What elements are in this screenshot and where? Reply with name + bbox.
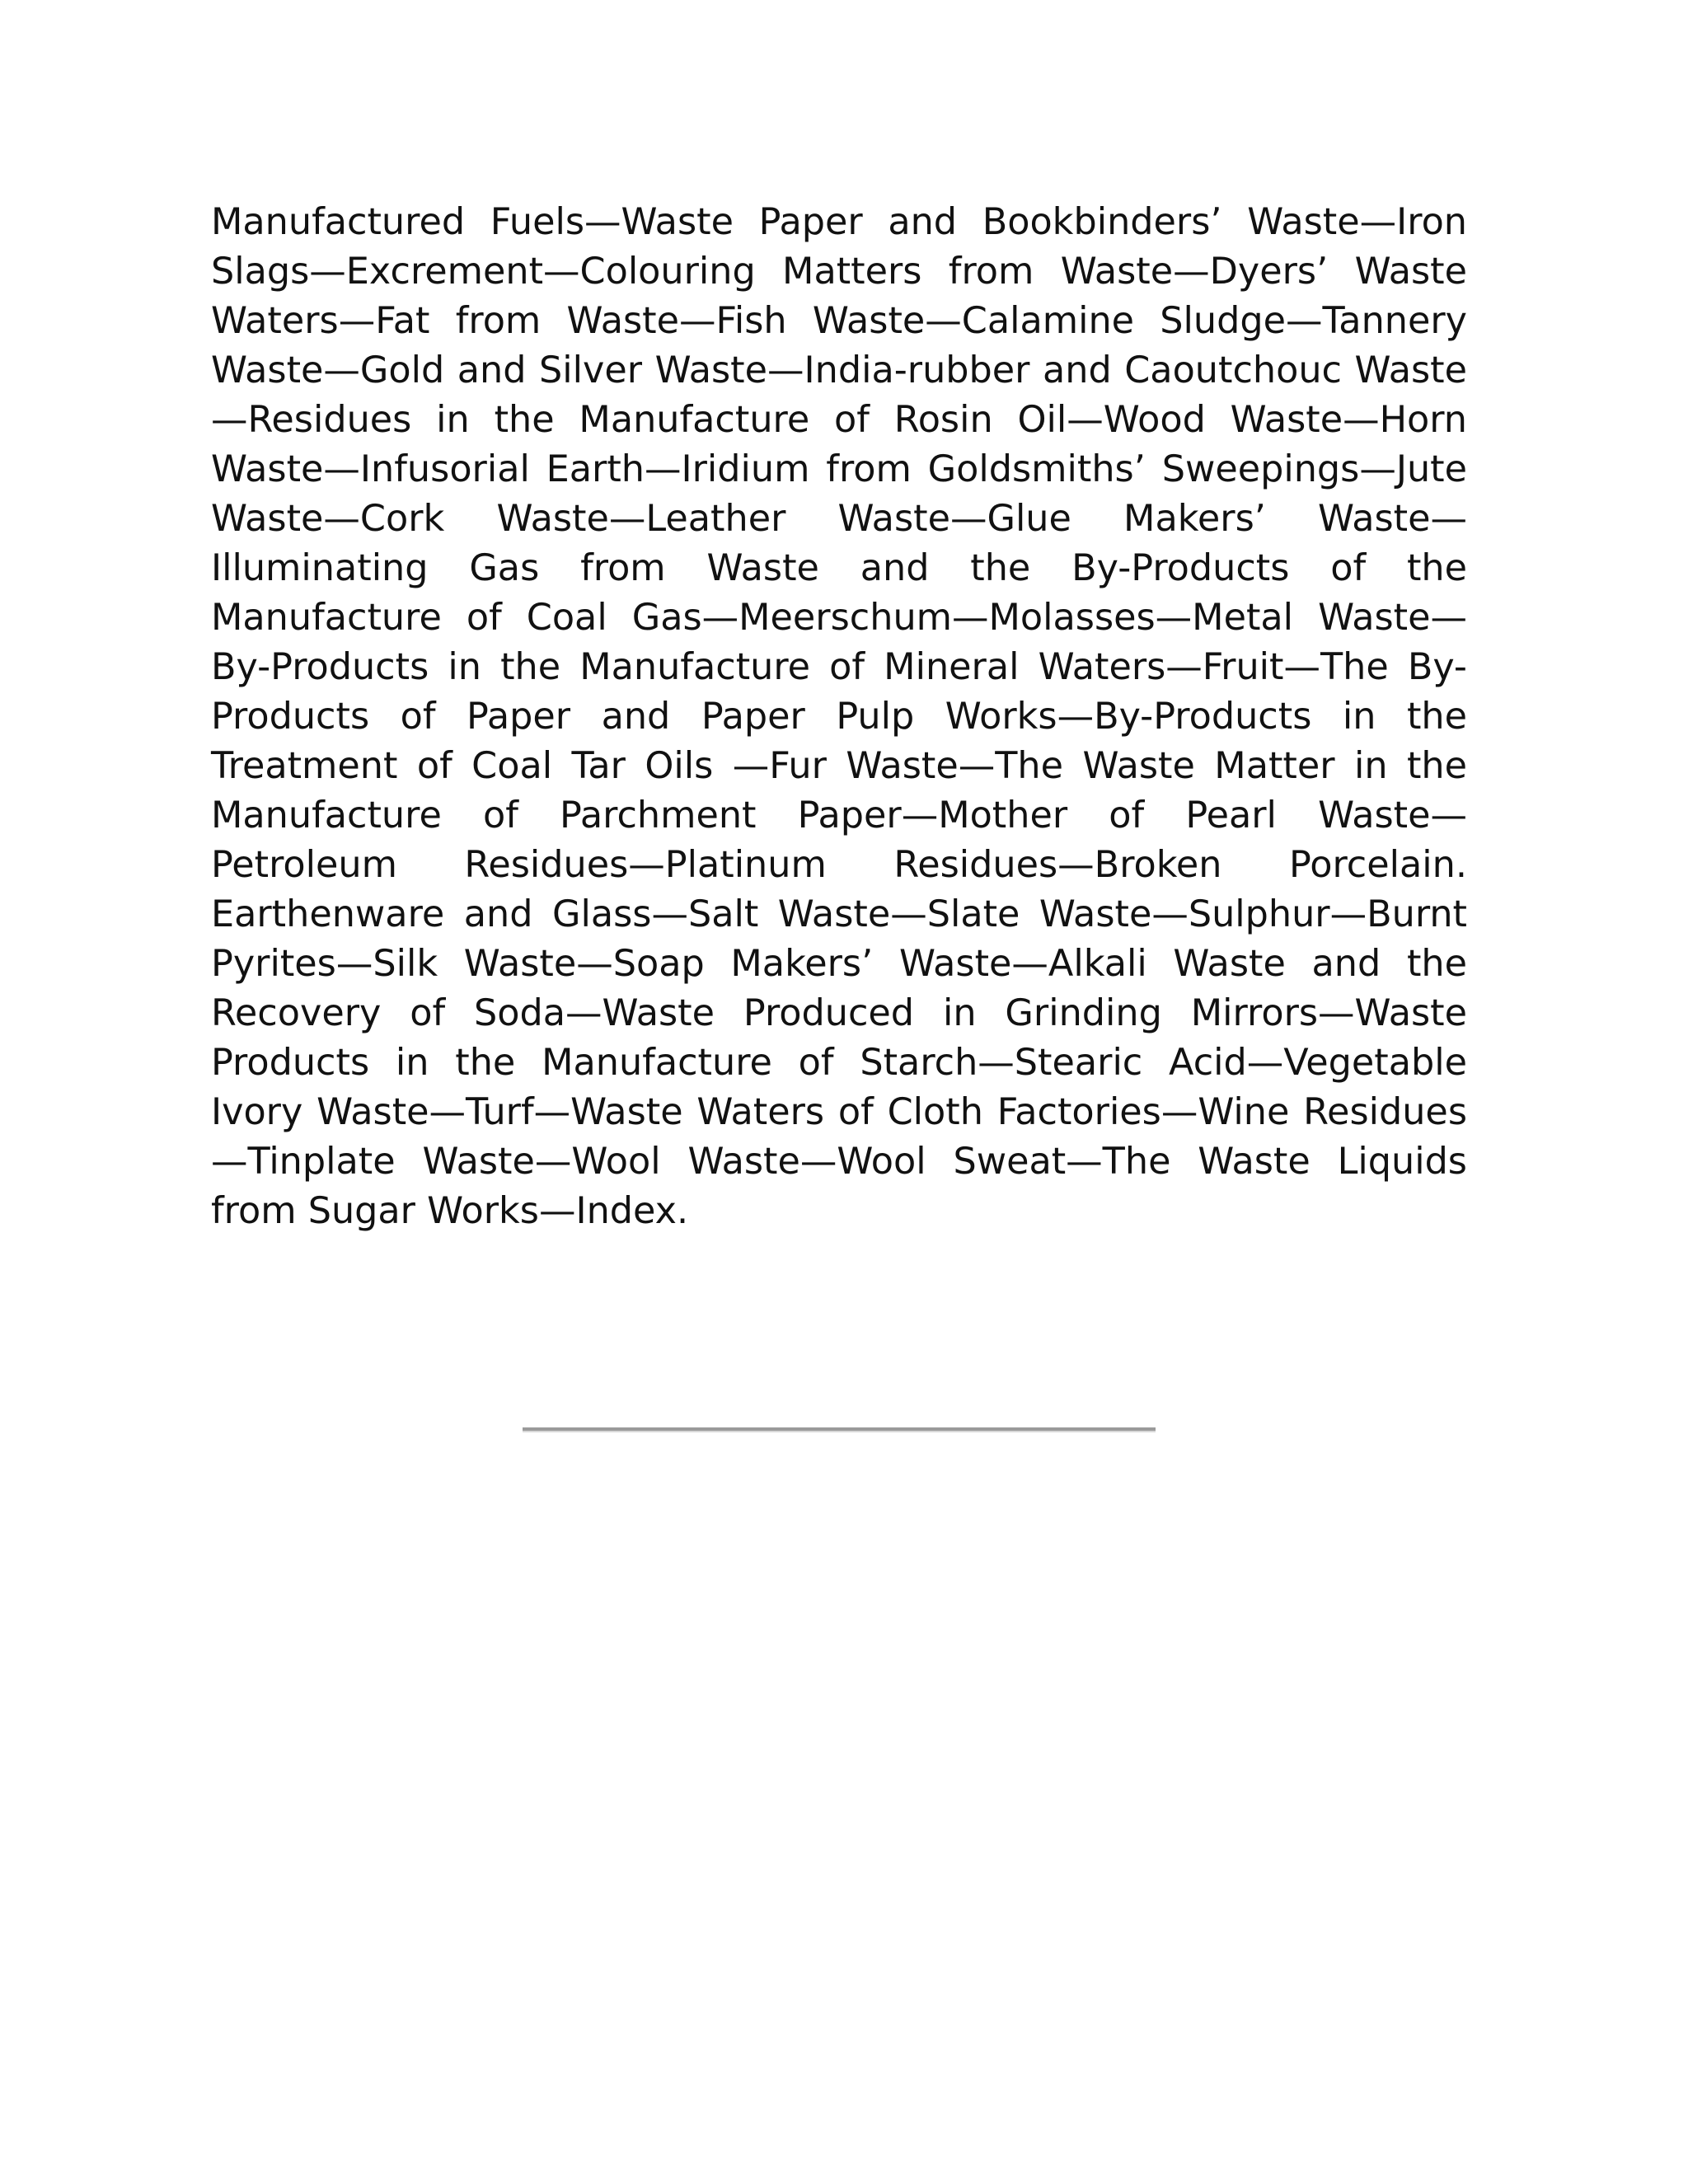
horizontal-rule <box>523 1427 1156 1432</box>
contents-paragraph: Manufactured Fuels—Waste Paper and Bookbinders’ Waste—Iron Slags—Excrement—Colouring Matters from Waste—Dyers’ Waste Waters—Fat from Waste—Fish Waste—Calamine Sludge—Tannery Waste—Gold and Silver Waste—India-rubber and Caoutchouc Waste —Residues in the Manufacture of Rosin Oil—Wood Waste—Horn Waste—Infusorial Earth—Iridium from Goldsmiths’ Sweepings—Jute Waste—Cork Waste—Leather Waste—Glue Makers’ Waste—Illuminating Gas from Waste and the By-Products of the Manufacture of Coal Gas—Meerschum—Molasses—Metal Waste—By-Products in the Manufacture of Mineral Waters—Fruit—The By-Products of Paper and Paper Pulp Works—By-Products in the Treatment of Coal Tar Oils —Fur Waste—The Waste Matter in the Manufacture of Parchment Paper—Mother of Pearl Waste—Petroleum Residues—Platinum Residues—Broken Porcelain. Earthenware and Glass—Salt Waste—Slate Waste—Sulphur—Burnt Pyrites—Silk Waste—Soap Makers’ Waste—Alkali Waste and the Recovery of Soda—Waste Produced in Grinding Mirrors—Waste Products in the Manufacture of Starch—Stearic Acid—Vegetable Ivory Waste—Turf—Waste Waters of Cloth Factories—Wine Residues—Tinplate Waste—Wool Waste—Wool Sweat—The Waste Liquids from Sugar Works—Index. <box>211 201 1467 1232</box>
